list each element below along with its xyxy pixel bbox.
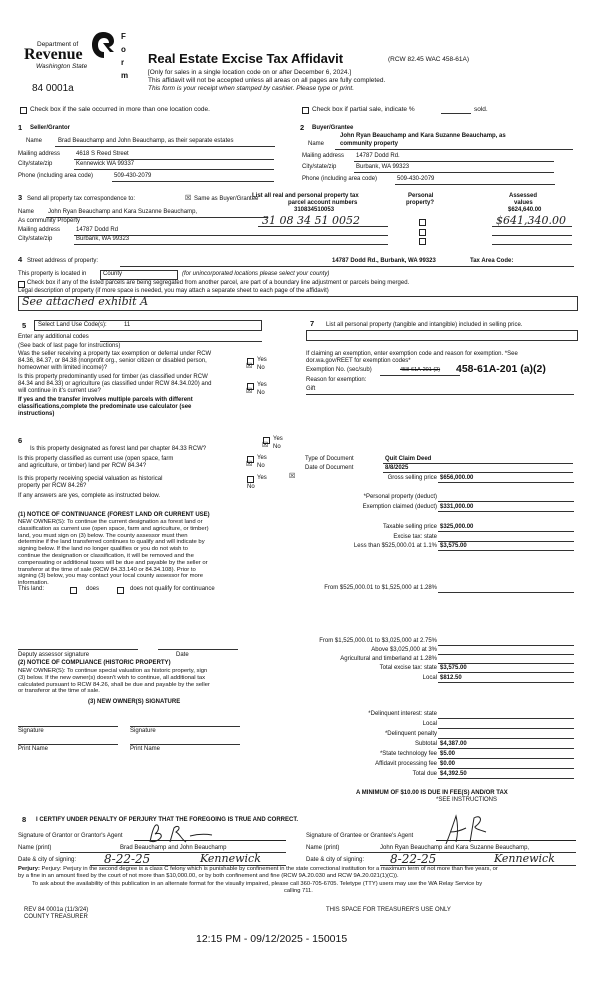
corr-city-value[interactable]: Burbank, WA 99323 (76, 236, 130, 242)
grantee-name-value[interactable]: John Ryan Beauchamp and Kara Suzanne Beauchamp, (380, 845, 530, 851)
grantee-date[interactable]: 8-22-25 (390, 852, 437, 866)
gross-price-label: Gross selling price (387, 475, 437, 481)
tier-5-line (438, 663, 574, 664)
reason-label: Reason for exemption: (306, 377, 367, 383)
seller-address-line (74, 159, 274, 160)
delinquent-penalty-line (438, 738, 574, 739)
grantee-name-label: Name (print) (306, 845, 340, 851)
legal-description-label: Legal description of property (if more space is needed, you may attach a separate sheet to each page of the affidavit) (18, 288, 329, 294)
personal-property-label: List all personal property (tangible and intangible) included in selling price. (326, 322, 523, 328)
exemption-claimed-line (438, 511, 574, 512)
less-than-tier-value[interactable]: $3,575.00 (440, 543, 467, 549)
grantor-signature (146, 822, 216, 846)
corr-address-label: Mailing address (18, 227, 61, 233)
multi-location-label: Check box if the sale occurred in more than one location code. (30, 106, 210, 113)
seller-address-value[interactable]: 4618 S Reed Street (76, 151, 129, 157)
same-as-buyer-checkbox[interactable]: ☒ (185, 195, 192, 202)
value-line-2 (492, 235, 572, 236)
assessed-value-handwritten: $641,340.00 (496, 214, 566, 227)
parcel-line-3 (258, 244, 388, 245)
forest-no-checkbox[interactable]: ☒ (262, 442, 269, 449)
deputy-sig-line (18, 649, 138, 650)
section-1-number: 1 (18, 123, 23, 132)
tier-3-line (438, 645, 574, 646)
doc-date-line (383, 472, 573, 473)
affidavit-fee-value[interactable]: $0.00 (440, 761, 456, 767)
q1-line-c: homeowner with limited income)? (18, 365, 108, 371)
segregated-label: Check box if any of the listed parcels are being segregated from another parcel, are part of a boundary line adjustment or parcels being merged. (27, 280, 410, 286)
total-state-label: Total excise tax: state (379, 665, 437, 671)
tier-4-label: Above $3,025,000 at 3% (371, 647, 437, 653)
delinquent-local-label: Local (422, 721, 437, 727)
notice-2-line: (3) below. If the new owner(s) doesn't wish to continue, all additional tax (18, 674, 206, 681)
owner-print-label-1: Print Name (18, 746, 49, 752)
does-qualify-label: does (86, 586, 100, 592)
section-5-number: 5 (22, 321, 27, 330)
does-qualify-checkbox[interactable] (70, 587, 77, 594)
parcels-heading-1: List all real and personal property tax (252, 193, 359, 199)
subtotal-line (438, 748, 574, 749)
affidavit-fee-label: Affidavit processing fee (375, 761, 437, 767)
notice-1-line: NEW OWNER(S): To continue the current designation as forest land or (18, 519, 203, 525)
seller-phone-line (112, 181, 274, 182)
claim-line-2: dor.wa.gov/REET for exemption codes* (306, 358, 411, 364)
street-label: Street address of property: (27, 258, 99, 264)
buyer-phone-line (395, 184, 555, 185)
dept-label: Department of (37, 41, 79, 48)
rcw-ref: (RCW 82.45 WAC 458-61A) (388, 56, 470, 63)
notice-1-line: land, you must sign on (3) below. The county assessor must then (18, 532, 188, 539)
notice-2-line: NEW OWNER(S): To continue special valuation as historic property, sign (18, 668, 208, 674)
seller-city-line (74, 169, 274, 170)
deputy-date-line (158, 649, 238, 650)
s6-q2-b: and agriculture, or timber) land per RCW 84.34? (18, 463, 147, 469)
q2-line-c: will continue in it's current use? (18, 388, 101, 394)
total-state-line (438, 672, 574, 673)
personal-checkbox-1[interactable] (419, 219, 426, 226)
grantor-sig-label: Signature of Grantor or Grantor's Agent (18, 833, 123, 839)
receipt-stamp: 12:15 PM - 09/12/2025 - 150015 (196, 933, 348, 945)
section-4-number: 4 (18, 255, 23, 264)
grantor-name-value[interactable]: Brad Beauchamp and John Beauchamp (120, 845, 227, 851)
subtotal-value[interactable]: $4,387.00 (440, 741, 467, 747)
availability-line-2: calling 711. (284, 888, 313, 894)
personal-property-label: *Personal property (deduct) (363, 494, 437, 500)
gross-price-line (438, 482, 574, 483)
q1-line-b: 84.36, 84.37, or 84.38 (nonprofit org., senior citizen or disabled person, (18, 358, 207, 364)
partial-sale-label: Check box if partial sale, indicate % (312, 106, 415, 113)
q1-no-label: No (257, 365, 265, 371)
perjury-line-1: Perjury: Perjury: Perjury in the second degree is a class C felony which is punishable by confinement in the state correctional institution for a maximum term of not more than five years, or (18, 866, 498, 872)
grantor-name-label: Name (print) (18, 845, 52, 851)
q2-no-checkbox[interactable]: ☒ (246, 388, 253, 395)
buyer-heading: Buyer/Grantee (312, 125, 354, 131)
less-than-tier-line (438, 550, 574, 551)
partial-sale-suffix: sold. (474, 106, 488, 113)
corr-city-line (74, 244, 268, 245)
historic-no-label: No (247, 484, 255, 490)
excise-state-line (438, 541, 574, 542)
delinquent-penalty-label: *Delinquent penalty (384, 731, 437, 737)
located-label: This property is located in (18, 271, 87, 277)
deputy-label: Deputy assessor signature (18, 652, 90, 658)
exemption-code[interactable]: 458-61A-201 (a)(2) (456, 363, 546, 375)
assessed-value[interactable]: $624,640.00 (508, 207, 542, 213)
multi-location-checkbox[interactable] (20, 107, 27, 114)
seller-name-label: Name (26, 138, 43, 144)
certify-heading: I CERTIFY UNDER PENALTY OF PERJURY THAT THE FOREGOING IS TRUE AND CORRECT. (36, 817, 299, 823)
notice-2-line: or transferor at the time of sale. (18, 688, 100, 695)
buyer-name-label: Name (308, 141, 325, 147)
gross-price-value[interactable]: $656,000.00 (440, 475, 474, 481)
this-land-label: This land: (18, 586, 45, 592)
grantee-date-label: Date & city of signing: (306, 857, 365, 863)
owner-print-line-2 (130, 744, 240, 745)
subtotal-label: Subtotal (414, 741, 437, 747)
notice-1-line: signing below. If the land no longer qualifies or you do not wish to (18, 546, 188, 553)
treasurer-space: THIS SPACE FOR TREASURER'S USE ONLY (326, 907, 451, 913)
same-as-buyer-label: Same as Buyer/Grantee (194, 196, 259, 202)
does-not-qualify-checkbox[interactable] (117, 587, 124, 594)
parcels-heading-2: parcel account numbers (288, 200, 358, 206)
current-use-no-label: No (257, 463, 265, 469)
form-letter-o: o (121, 45, 126, 54)
county-treasurer: COUNTY TREASURER (24, 914, 88, 920)
doc-type-value[interactable]: Quit Claim Deed (385, 456, 432, 462)
s6-q4: If any answers are yes, complete as instructed below. (18, 493, 161, 499)
header-note-2: This affidavit will not be accepted unless all areas on all pages are fully completed. (148, 77, 386, 84)
partial-sale-checkbox[interactable] (302, 107, 309, 114)
section-8-number: 8 (22, 815, 27, 824)
value-line-3 (492, 244, 572, 245)
section-3-number: 3 (18, 193, 23, 202)
personal-property-field[interactable] (306, 330, 578, 341)
assessed-heading-2: values (514, 200, 533, 206)
exemption-no-label: Exemption No. (sec/sub) (306, 367, 372, 373)
total-due-label: Total due (412, 771, 437, 777)
buyer-phone-label: Phone (including area code) (302, 176, 378, 182)
deputy-date-label: Date (176, 652, 189, 658)
availability-line-1: To ask about the availability of this publication in an alternate format for the visually impaired, please call 360-705-6705. Teletype (TTY) users may use the WA Relay Service by (32, 881, 483, 887)
exemption-line (380, 375, 460, 376)
buyer-name-line (335, 149, 573, 150)
form-letter-r: r (121, 58, 125, 67)
s6-q1: Is this property designated as forest land per chapter 84.33 RCW? (30, 446, 207, 452)
notice-1-line: classification as current use (open space, farm and agriculture, or timber) (18, 525, 209, 532)
form-letter-f: F (121, 32, 126, 41)
q2-no-label: No (257, 390, 265, 396)
affidavit-fee-line (438, 768, 574, 769)
notice-1-line: transferor at the time of sale (RCW 84.33.140 or 84.34.108). Prior to (18, 566, 196, 573)
buyer-address-value[interactable]: 14787 Dodd Rd. (356, 153, 400, 159)
owner-print-label-2: Print Name (130, 746, 161, 752)
parcel-line-1 (258, 226, 388, 227)
grantee-city[interactable]: Kennewick (494, 852, 555, 865)
corr-name-value-1[interactable]: John Ryan Beauchamp and Kara Suzanne Beauchamp, (48, 209, 198, 215)
notice-1-line: continue the designation or classification, it will be removed and the (18, 553, 194, 559)
q1-line-a: Was the seller receiving a property tax exemption or deferral under RCW (18, 351, 212, 357)
current-use-yes-label: Yes (257, 455, 267, 461)
corr-name-value-2[interactable]: As community Property (18, 218, 81, 224)
total-state-value[interactable]: $3,575.00 (440, 665, 467, 671)
taxable-price-line (438, 531, 574, 532)
see-instructions: *SEE INSTRUCTIONS (436, 797, 498, 803)
grantor-date[interactable]: 8-22-25 (104, 852, 151, 866)
street-value[interactable]: 14787 Dodd Rd., Burbank, WA 99323 (332, 258, 436, 264)
personal-heading-1: Personal (408, 193, 434, 199)
see-back-label: (See back of last page for instructions) (18, 343, 121, 349)
land-use-label: Select Land Use Code(s): (38, 322, 107, 328)
doc-date-label: Date of Document (305, 465, 354, 471)
buyer-city-line (354, 172, 554, 173)
grantor-date-label: Date & city of signing: (18, 857, 77, 863)
owner-print-line-1 (18, 744, 118, 745)
reason-value[interactable]: Gift (306, 386, 316, 392)
seller-heading: Seller/Grantor (30, 125, 71, 131)
correspondence-heading: Send all property tax correspondence to: (27, 196, 136, 202)
q3-line-a: If yes and the transfer involves multiple parcels with different (18, 397, 193, 403)
seller-name-value[interactable]: Brad Beauchamp and John Beauchamp, as their separate estates (58, 138, 234, 144)
s6-q3-a: Is this property receiving special valuation as historical (18, 476, 163, 482)
personal-property-line (438, 501, 574, 502)
perjury-line-2: by a fine in an amount fixed by the court of not more than $10,000.00, or by both confinement and fine (RCW 9A.20.030 and RCW 9A.20.021(1)(C)). (18, 873, 399, 879)
grantee-signature (436, 812, 496, 846)
buyer-city-label: City/state/zip (302, 164, 337, 170)
buyer-city-value[interactable]: Burbank, WA 99323 (356, 164, 410, 170)
tech-fee-value[interactable]: $5.00 (440, 751, 456, 757)
revenue-logo-icon (90, 30, 116, 60)
notice-1-title: (1) NOTICE OF CONTINUANCE (FOREST LAND OR CURRENT USE) (18, 512, 210, 518)
located-note: (for unincorporated locations please select your county) (182, 271, 330, 277)
corr-address-value[interactable]: 14787 Dodd Rd (76, 227, 119, 233)
owner-sig-line-2 (130, 726, 240, 727)
street-line (120, 266, 574, 267)
seller-phone-label: Phone (including area code) (18, 173, 94, 179)
delinquent-state-line (438, 718, 574, 719)
historic-no-checkbox[interactable]: ☒ (289, 473, 296, 480)
tier-3-label: From $1,525,000.01 to $3,025,000 at 2.75% (319, 638, 437, 644)
tier-2-label: From $525,000.01 to $1,525,000 at 1.28% (324, 585, 437, 591)
form-letter-m: m (121, 71, 129, 80)
q2-line-b: 84.34 and 84.33) or agriculture (as classified under RCW 84.34.020) and (18, 381, 212, 387)
minimum-note: A MINIMUM OF $10.00 IS DUE IN FEE(S) AND/OR TAX (356, 790, 508, 796)
local-tax-label: Local (422, 675, 437, 681)
parcel-line-2 (258, 235, 388, 236)
buyer-address-label: Mailing address (302, 153, 345, 159)
parcel-number-handwritten: 31 08 34 51 0052 (262, 214, 360, 227)
tech-fee-label: *State technology fee (379, 751, 437, 757)
corr-city-label: City/state/zip (18, 236, 53, 242)
excise-state-label: Excise tax: state (393, 534, 437, 540)
q2-line-a: Is this property predominantly used for timber (as classified under RCW (18, 374, 208, 380)
buyer-name-value-2[interactable]: community property (340, 141, 399, 147)
notice-2-line: calculated pursuant to RCW 84.26, shall be due and payable by the seller (18, 681, 210, 688)
section-6-number: 6 (18, 436, 23, 445)
exemption-claimed-value[interactable]: $331,000.00 (440, 504, 474, 510)
less-than-tier-label: Less than $525,000.01 at 1.1% (353, 543, 437, 549)
exemption-struck: 458-61A-201 (2) (400, 367, 441, 373)
doc-type-label: Type of Document (305, 456, 354, 462)
total-due-value[interactable]: $4,392.50 (440, 771, 467, 777)
current-use-no-checkbox[interactable]: ☒ (246, 461, 253, 468)
seller-phone-value[interactable]: 509-430-2079 (114, 173, 152, 179)
q1-no-checkbox[interactable]: ☒ (246, 363, 253, 370)
seller-city-value[interactable]: Kennewick WA 99337 (76, 161, 135, 167)
taxable-price-value[interactable]: $325,000.00 (440, 524, 474, 530)
land-use-code: 11 (124, 322, 131, 328)
exemption-claimed-label: Exemption claimed (deduct) (362, 504, 437, 510)
notice-1-line: compensating or additional taxes will be due and payable by the seller or (18, 559, 208, 566)
owner-sig-line-1 (18, 726, 118, 727)
notice-1-line: information. (18, 580, 49, 587)
does-not-qualify-label: does not qualify for continuance (130, 586, 215, 592)
doc-date-value[interactable]: 8/8/2025 (385, 465, 409, 471)
tier-5-label: Agricultural and timberland at 1.28% (340, 656, 437, 662)
tier-2-line (438, 592, 574, 593)
section-2-number: 2 (300, 123, 305, 132)
q1-yes-label: Yes (257, 357, 267, 363)
doc-type-line (383, 463, 573, 464)
notice-1-line: signing (3) below, you may contact your local county assessor for more (18, 573, 203, 580)
notice-3-title: (3) NEW OWNER(S) SIGNATURE (88, 699, 181, 705)
taxable-price-label: Taxable selling price (382, 524, 437, 530)
header-note-3: This form is your receipt when stamped by cashier. Please type or print. (148, 85, 355, 92)
delinquent-local-line (438, 728, 574, 729)
personal-checkbox-3[interactable] (419, 238, 426, 245)
total-due-line (438, 778, 574, 779)
reason-line (306, 394, 574, 395)
personal-checkbox-2[interactable] (419, 229, 426, 236)
owner-signature-label-2: Signature (130, 728, 156, 734)
local-tax-line (438, 682, 574, 683)
historic-yes-label: Yes (257, 475, 267, 481)
corr-name-label: Name (18, 209, 35, 215)
historic-yes-checkbox[interactable] (247, 476, 254, 483)
notice-2-title: (2) NOTICE OF COMPLIANCE (HISTORIC PROPERTY) (18, 660, 171, 666)
assessed-heading-1: Assessed (509, 193, 538, 199)
s6-q3-b: property per RCW 84.26? (18, 483, 87, 489)
notice-1-line: determine if the land transferred continues to qualify and will indicate by (18, 539, 205, 546)
header-note-1: [Only for sales in a single location code on or after December 6, 2024.] (148, 69, 352, 76)
state-label: Washington State (36, 63, 88, 70)
q3-line-b: classifications,complete the predominate use calculator (see (18, 404, 192, 410)
segregated-checkbox[interactable] (18, 281, 25, 288)
forest-no-label: No (273, 444, 281, 450)
s6-q2-a: Is this property classified as current use (open space, farm (18, 456, 174, 462)
additional-codes-field[interactable] (100, 341, 262, 342)
seller-name-line (55, 146, 275, 147)
q2-yes-label: Yes (257, 382, 267, 388)
claim-line-1: If claiming an exemption, enter exemption code and reason for exemption. *See (306, 351, 518, 357)
seller-city-label: City/state/zip (18, 161, 53, 167)
tax-area-label: Tax Area Code: (470, 258, 514, 264)
buyer-address-line (354, 161, 554, 162)
grantee-sig-label: Signature of Grantee or Grantee's Agent (306, 833, 414, 839)
form-number: 84 0001a (32, 83, 74, 94)
value-line-1 (492, 226, 572, 227)
owner-signature-label-1: Signature (18, 728, 44, 734)
seller-address-label: Mailing address (18, 151, 61, 157)
parcel-number[interactable]: 310834510053 (294, 207, 335, 213)
personal-heading-2: property? (406, 200, 435, 206)
rev-number: REV 84 0001a (11/3/24) (24, 907, 89, 913)
revenue-logo-text: Revenue (24, 46, 83, 63)
forest-yes-label: Yes (273, 436, 283, 442)
tier-4-line (438, 654, 574, 655)
partial-sale-percent-field[interactable] (441, 113, 471, 114)
grantor-city[interactable]: Kennewick (200, 852, 261, 865)
county-value: County (103, 271, 123, 277)
tech-fee-line (438, 758, 574, 759)
additional-codes-label: Enter any additional codes (18, 334, 89, 340)
delinquent-state-label: *Delinquent interest: state (368, 711, 437, 717)
section-7-number: 7 (310, 319, 315, 328)
legal-description-handwritten: See attached exhibit A (22, 295, 149, 308)
buyer-phone-value[interactable]: 509-430-2079 (397, 176, 435, 182)
buyer-name-value-1[interactable]: John Ryan Beauchamp and Kara Suzanne Beauchamp, as (340, 133, 506, 139)
local-tax-value[interactable]: $812.50 (440, 675, 462, 681)
q3-line-c: instructions) (18, 411, 55, 417)
form-title: Real Estate Excise Tax Affidavit (148, 51, 344, 66)
